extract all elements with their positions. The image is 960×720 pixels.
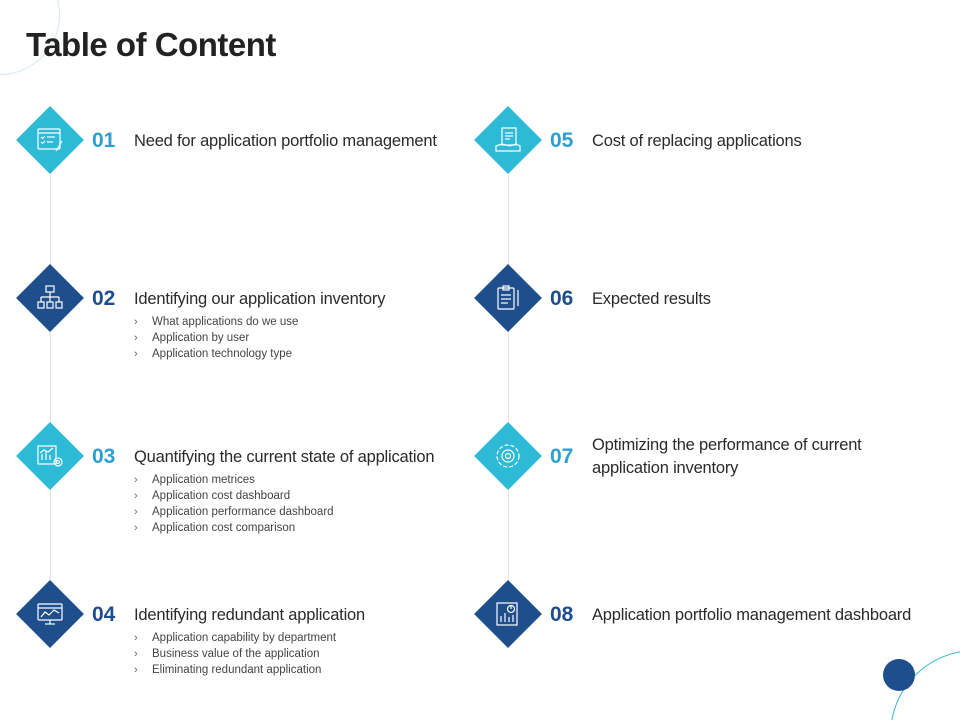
toc-item-08[interactable] xyxy=(474,580,914,690)
subitem: › Application cost dashboard xyxy=(134,490,291,502)
chevron-right-icon: › xyxy=(134,522,138,534)
item-heading: Cost of replacing applications xyxy=(592,132,802,150)
chevron-right-icon: › xyxy=(134,474,138,486)
item-number: 02 xyxy=(92,287,116,310)
item-heading: Application portfolio management dashboard xyxy=(592,606,912,624)
monitor-dashboard-icon xyxy=(36,600,64,628)
item-heading: Identifying our application inventory xyxy=(134,290,386,308)
subitem-list xyxy=(134,630,336,678)
item-number: 07 xyxy=(550,445,574,468)
chevron-right-icon: › xyxy=(134,490,138,502)
diamond-badge xyxy=(474,580,542,648)
subitem: › Application by user xyxy=(134,332,250,344)
diamond-badge xyxy=(16,106,84,174)
item-number: 01 xyxy=(92,129,116,152)
item-number: 03 xyxy=(92,445,116,468)
chart-gear-icon xyxy=(36,442,64,470)
toc-item-02[interactable] xyxy=(16,264,456,374)
item-number: 08 xyxy=(550,603,574,626)
toc-item-04[interactable] xyxy=(16,580,456,690)
toc-item-07[interactable] xyxy=(474,422,914,532)
invoice-hand-icon xyxy=(494,126,522,154)
item-heading: Optimizing the performance of current application inventory xyxy=(592,436,862,477)
subitem: › Business value of the application xyxy=(134,648,320,660)
page-title: Table of Content xyxy=(26,26,276,63)
item-number: 06 xyxy=(550,287,574,310)
subitem-list xyxy=(134,472,334,536)
chevron-right-icon: › xyxy=(134,506,138,518)
toc-item-05[interactable] xyxy=(474,106,914,216)
item-heading: Identifying redundant application xyxy=(134,606,365,624)
diamond-badge xyxy=(474,264,542,332)
hierarchy-chart-icon xyxy=(36,284,64,312)
item-heading: Need for application portfolio management xyxy=(134,132,437,150)
chevron-right-icon: › xyxy=(134,632,138,644)
subitem-list xyxy=(134,314,298,362)
subitem: › Application cost comparison xyxy=(134,522,296,534)
report-chart-icon xyxy=(494,600,522,628)
chevron-right-icon: › xyxy=(134,648,138,660)
clipboard-pen-icon xyxy=(494,284,522,312)
subitem: › What applications do we use xyxy=(134,316,299,328)
gear-cycle-icon xyxy=(494,442,522,470)
item-number: 04 xyxy=(92,603,116,626)
diamond-badge xyxy=(16,264,84,332)
subitem: › Application performance dashboard xyxy=(134,506,334,518)
item-heading: Expected results xyxy=(592,290,711,308)
diamond-badge xyxy=(474,106,542,174)
chevron-right-icon: › xyxy=(134,316,138,328)
toc-item-03[interactable] xyxy=(16,422,456,532)
chevron-right-icon: › xyxy=(134,332,138,344)
diamond-badge xyxy=(474,422,542,490)
toc-item-06[interactable] xyxy=(474,264,914,374)
toc-item-01[interactable] xyxy=(16,106,456,216)
subitem: › Application technology type xyxy=(134,348,293,360)
chevron-right-icon: › xyxy=(134,348,138,360)
item-number: 05 xyxy=(550,129,574,152)
item-heading: Quantifying the current state of application xyxy=(134,448,435,466)
diamond-badge xyxy=(16,580,84,648)
subitem: › Application metrices xyxy=(134,474,255,486)
diamond-badge xyxy=(16,422,84,490)
chevron-right-icon: › xyxy=(134,664,138,676)
checklist-document-icon xyxy=(36,126,64,154)
subitem: › Eliminating redundant application xyxy=(134,664,322,676)
subitem: › Application capability by department xyxy=(134,632,337,644)
